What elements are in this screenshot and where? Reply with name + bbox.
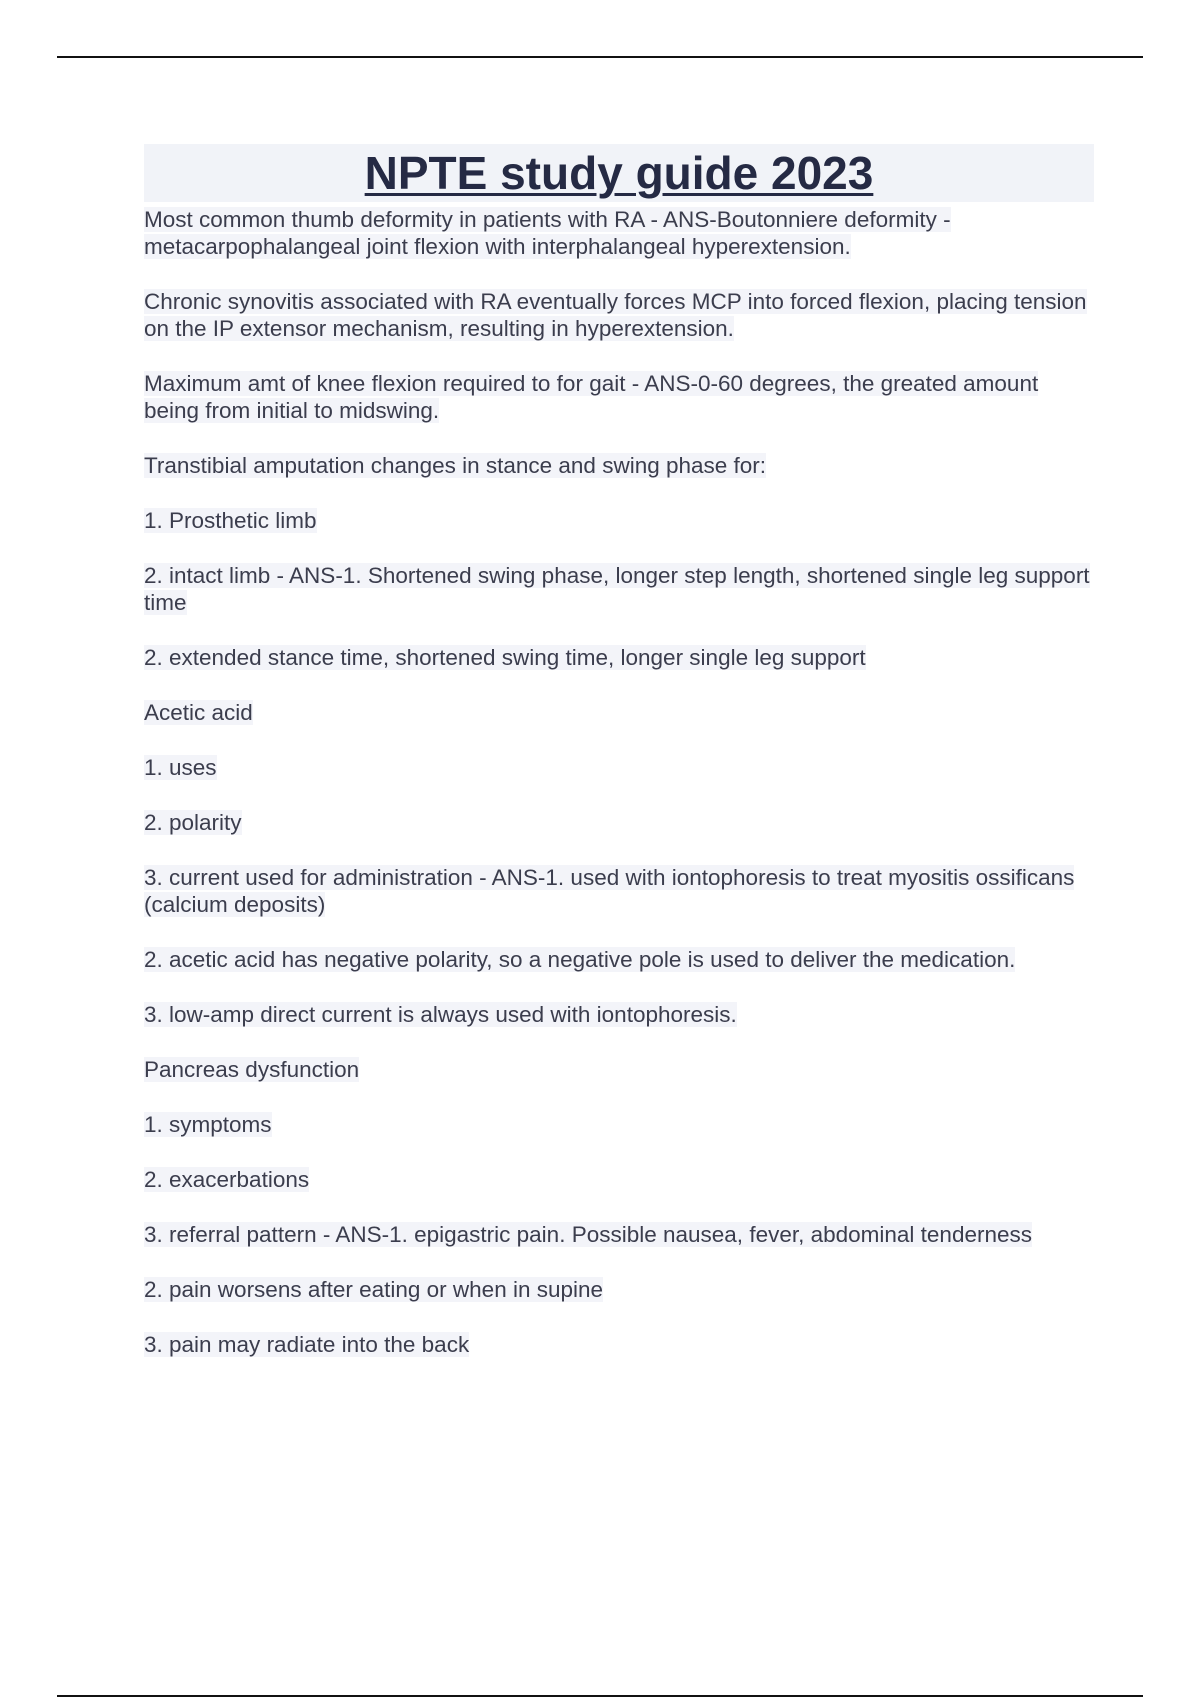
paragraph: 3. pain may radiate into the back xyxy=(144,1332,470,1357)
paragraph: 2. polarity xyxy=(144,810,242,835)
document-body xyxy=(144,144,1094,1386)
paragraph: Chronic synovitis associated with RA eventually forces MCP into forced flexion, placing tension on the IP extensor mechanism, resulting in hyperextension. xyxy=(144,289,1087,341)
paragraph: Maximum amt of knee flexion required to for gait - ANS-0-60 degrees, the greated amount being from initial to midswing. xyxy=(144,371,1039,423)
paragraph: 1. Prosthetic limb xyxy=(144,508,317,533)
paragraph: Most common thumb deformity in patients with RA - ANS-Boutonniere deformity - metacarpophalangeal joint flexion with interphalangeal hyperextension. xyxy=(144,207,951,259)
bottom-rule xyxy=(57,1695,1143,1697)
title-bar xyxy=(144,144,1094,202)
paragraph: 3. current used for administration - ANS-1. used with iontophoresis to treat myositis ossificans (calcium deposits) xyxy=(144,865,1075,917)
paragraph: 2. acetic acid has negative polarity, so a negative pole is used to deliver the medication. xyxy=(144,947,1016,972)
paragraph: Acetic acid xyxy=(144,700,253,725)
paragraph: 2. intact limb - ANS-1. Shortened swing phase, longer step length, shortened single leg support time xyxy=(144,563,1090,615)
paragraph: 2. exacerbations xyxy=(144,1167,310,1192)
paragraph: 1. symptoms xyxy=(144,1112,272,1137)
paragraph: 2. extended stance time, shortened swing time, longer single leg support xyxy=(144,645,866,670)
paragraph: Pancreas dysfunction xyxy=(144,1057,360,1082)
paragraph: Transtibial amputation changes in stance and swing phase for: xyxy=(144,453,767,478)
paragraph: 1. uses xyxy=(144,755,217,780)
paragraph: 2. pain worsens after eating or when in supine xyxy=(144,1277,604,1302)
paragraph: 3. referral pattern - ANS-1. epigastric pain. Possible nausea, fever, abdominal tenderness xyxy=(144,1222,1032,1247)
top-rule xyxy=(57,56,1143,58)
paragraph: 3. low-amp direct current is always used with iontophoresis. xyxy=(144,1002,737,1027)
document-title: NPTE study guide 2023 xyxy=(364,147,874,199)
